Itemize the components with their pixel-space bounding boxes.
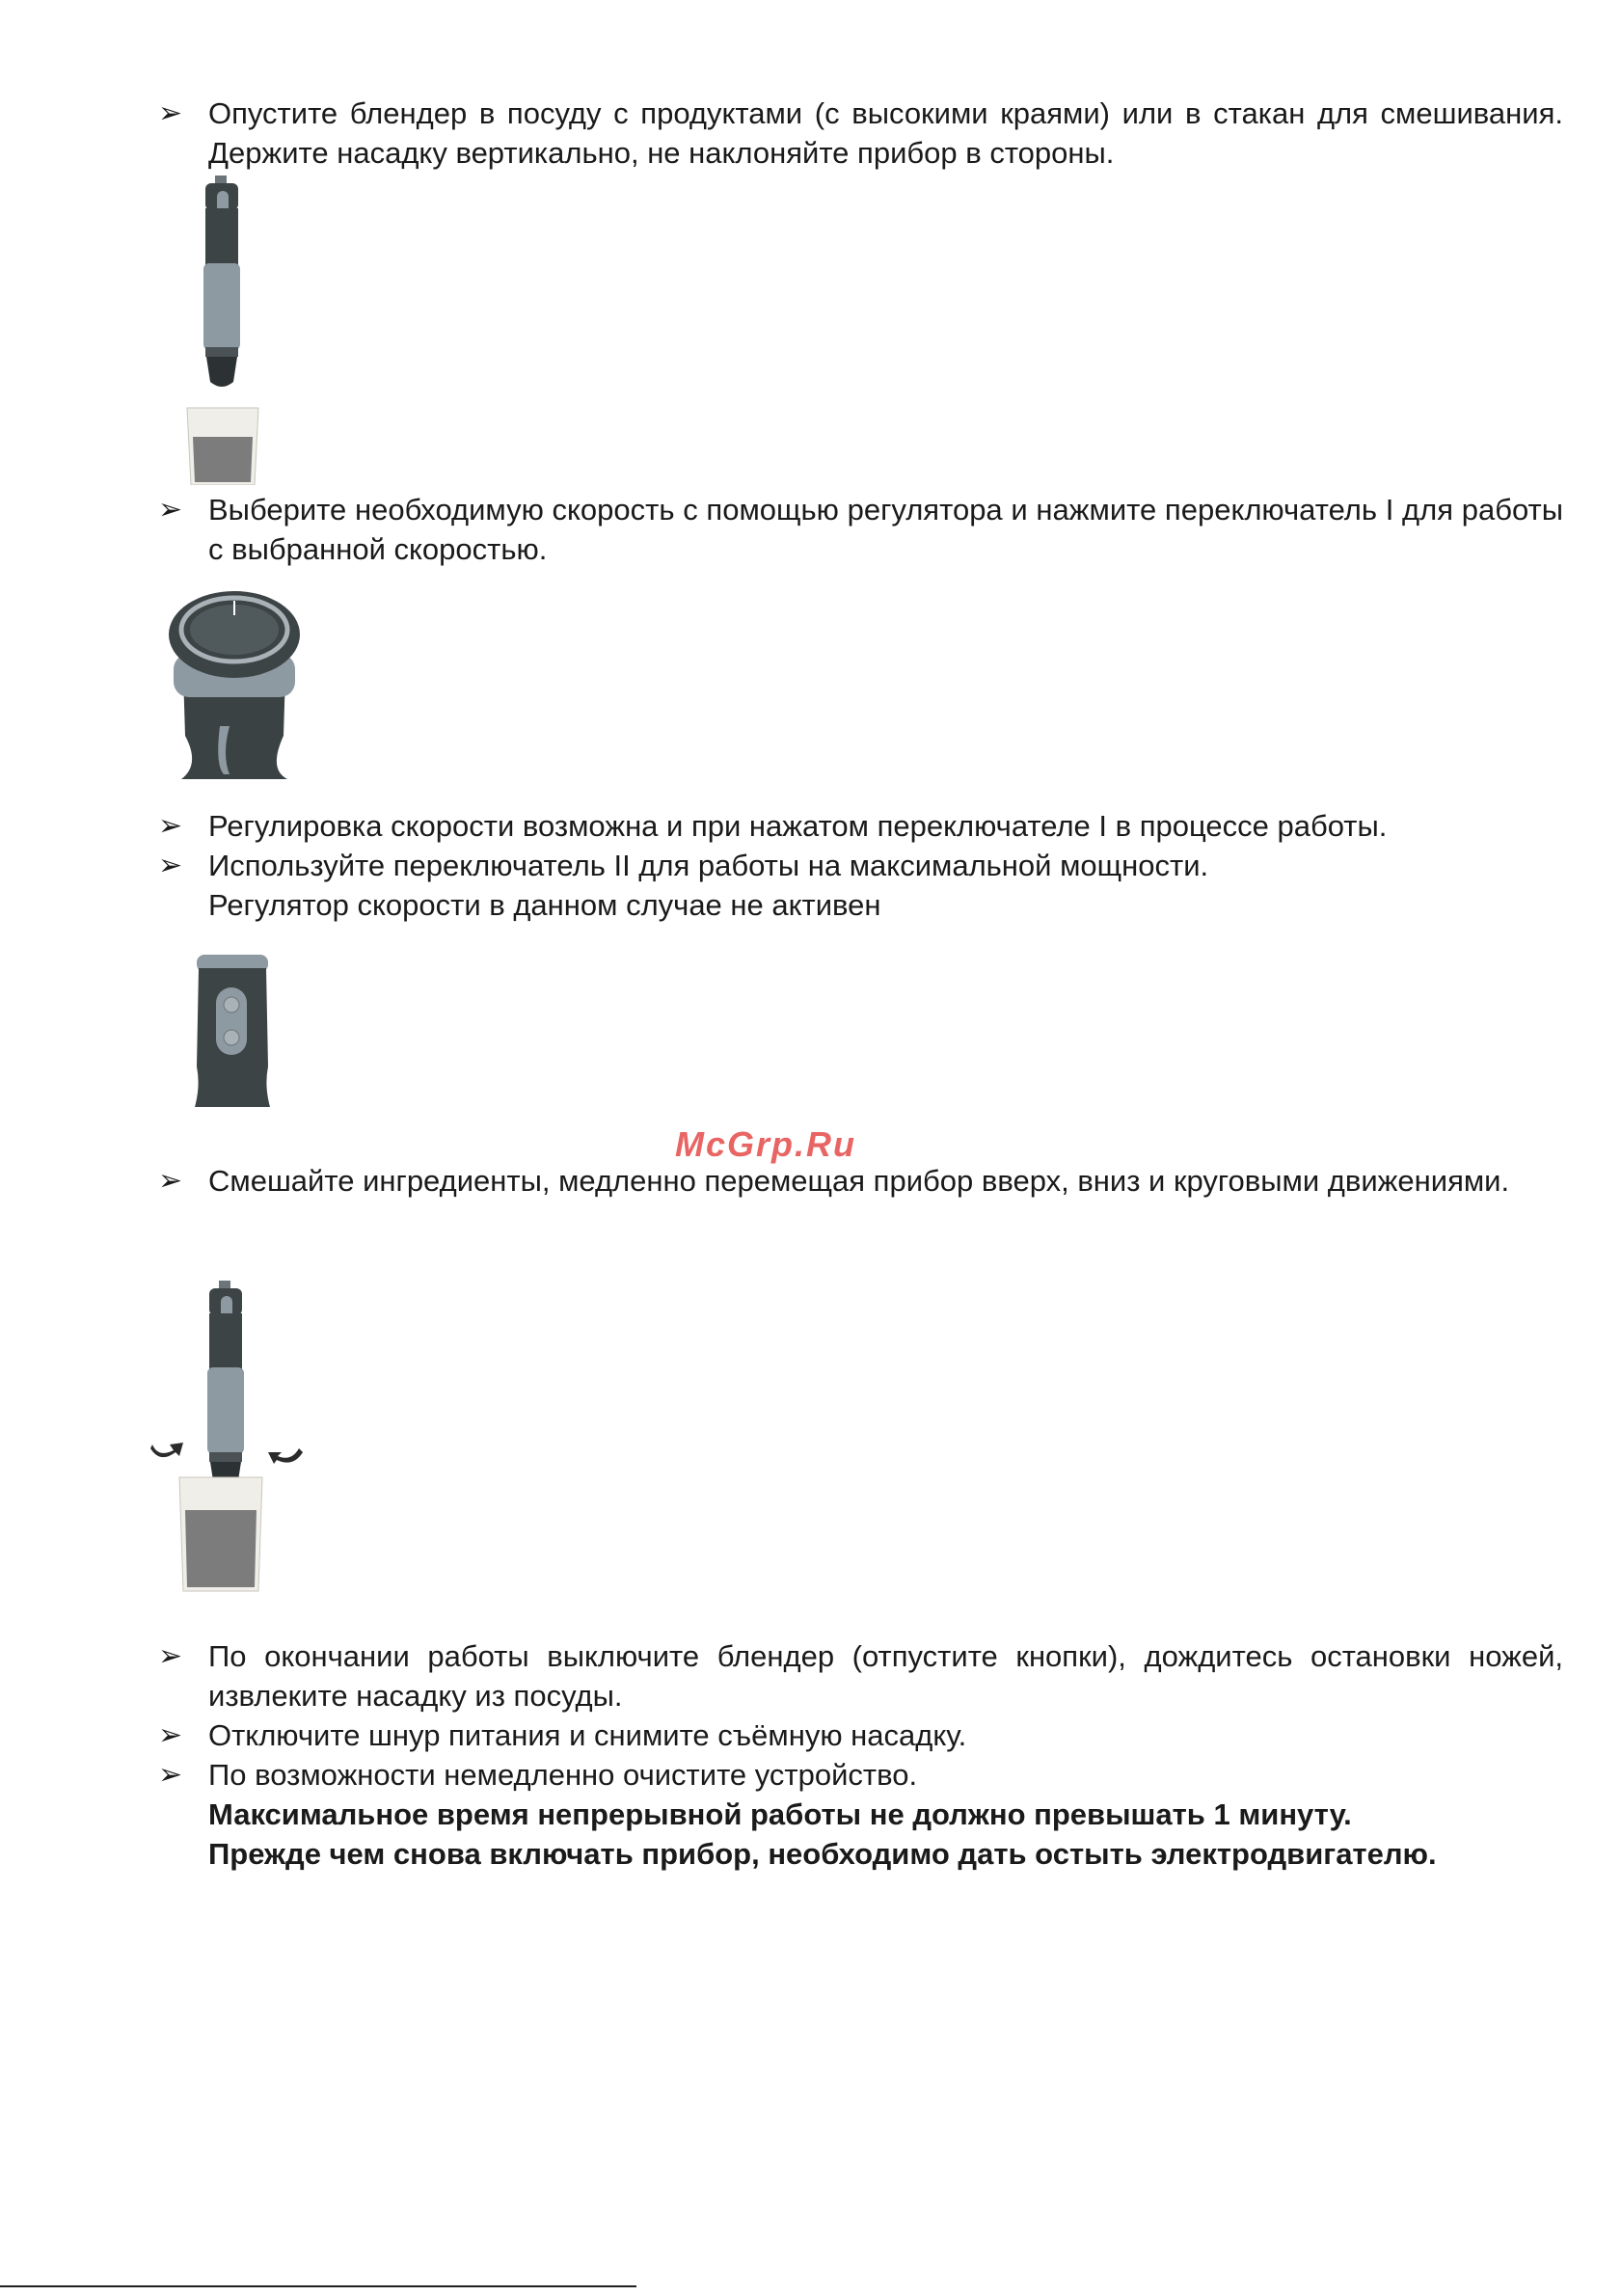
instruction-regulator-inactive: Регулятор скорости в данном случае не активен: [208, 888, 881, 922]
warning-cool-motor: Прежде чем снова включать прибор, необходимо дать остыть электродвигателю.: [208, 1837, 1437, 1871]
arrowhead-bullet-icon: ➢: [158, 494, 183, 526]
instruction-insert-blender: Опустите блендер в посуду с продуктами (с высокими краями) или в стакан для смешивания. Держите насадку вертикально, не наклоняйте прибор в стороны.: [208, 96, 1563, 170]
arrowhead-bullet-icon: ➢: [158, 850, 183, 881]
instruction-select-speed: Выберите необходимую скорость с помощью регулятора и нажмите переключатель I для работы с выбранной скоростью.: [208, 493, 1563, 566]
instruction-turbo-switch: Используйте переключатель II для работы на максимальной мощности.: [208, 849, 1209, 882]
blender-in-beaker-image: [174, 172, 289, 485]
watermark: McGrp.Ru: [675, 1124, 857, 1164]
arrowhead-bullet-icon: ➢: [158, 810, 183, 842]
arrowhead-bullet-icon: ➢: [158, 97, 183, 129]
arrowhead-bullet-icon: ➢: [158, 1719, 183, 1751]
footer-divider: [0, 2285, 636, 2287]
blender-buttons-image: [191, 951, 274, 1110]
speed-regulator-image: [162, 581, 307, 779]
arrowhead-bullet-icon: ➢: [158, 1165, 183, 1197]
instruction-clean: По возможности немедленно очистите устройство.: [208, 1758, 918, 1792]
instruction-speed-adjust: Регулировка скорости возможна и при нажатом переключателе I в процессе работы.: [208, 809, 1388, 843]
instruction-unplug: Отключите шнур питания и снимите съёмную насадку.: [208, 1718, 967, 1752]
instruction-finish: По окончании работы выключите блендер (отпустите кнопки), дождитесь остановки ножей, извлеките насадку из посуды.: [208, 1639, 1563, 1713]
instruction-mix: Смешайте ингредиенты, медленно перемещая прибор вверх, вниз и круговыми движениями.: [208, 1164, 1510, 1198]
blender-mixing-image: [145, 1279, 309, 1593]
warning-max-time: Максимальное время непрерывной работы не должно превышать 1 минуту.: [208, 1797, 1352, 1831]
arrowhead-bullet-icon: ➢: [158, 1759, 183, 1791]
arrowhead-bullet-icon: ➢: [158, 1640, 183, 1672]
